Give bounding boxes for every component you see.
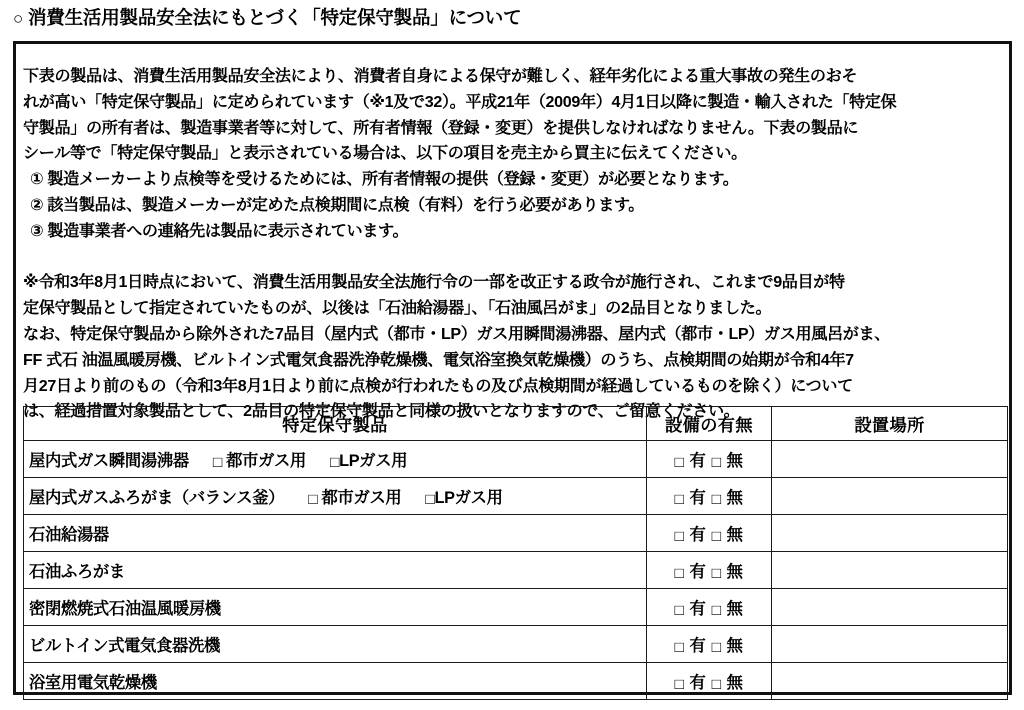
note-line-5: 月27日より前のもの（令和3年8月1日より前に点検が行われたもの及び点検期間が経過しているものを除く）について <box>23 376 853 395</box>
equipment-yes-label: 有 <box>684 526 712 544</box>
product-name-cell <box>24 589 647 626</box>
equipment-yes-label: 有 <box>684 452 712 470</box>
table-row <box>24 626 1008 663</box>
equipment-no-label: 無 <box>721 637 744 655</box>
note-line-4: FF 式石 油温風暖房機、ビルトイン式電気食器洗浄乾燥機、電気浴室換気乾燥機）のうち、点検期間の始期が令和4年7 <box>23 350 854 369</box>
gas-type-label: 都市ガス用 <box>317 489 402 507</box>
page-title-text: 消費生活用製品安全法にもとづく「特定保守製品」について <box>28 7 522 28</box>
paragraph-1-line-3: 守製品」の所有者は、製造事業者等に対して、所有者情報（登録・変更）を提供しなければなりません。下表の製品に <box>23 118 859 137</box>
table-header-row <box>24 407 1008 441</box>
equipment-yes-checkbox[interactable]: □ <box>674 528 685 545</box>
product-name-cell <box>24 441 647 478</box>
notice-body <box>23 64 1007 425</box>
table-row <box>24 441 1008 478</box>
table-row <box>24 552 1008 589</box>
installation-location-cell[interactable] <box>772 589 1008 626</box>
product-name-cell <box>24 515 647 552</box>
equipment-yes-label: 有 <box>684 489 712 507</box>
equipment-yes-label: 有 <box>684 600 712 618</box>
page-title <box>13 5 521 32</box>
equipment-no-label: 無 <box>721 489 744 507</box>
equipment-yes-label: 有 <box>684 563 712 581</box>
equipment-yes-checkbox[interactable]: □ <box>674 454 685 471</box>
product-name-cell <box>24 626 647 663</box>
table-row <box>24 515 1008 552</box>
installation-location-cell[interactable] <box>772 626 1008 663</box>
column-header-product: 特定保守製品 <box>24 407 647 441</box>
numbered-item-3: ③ 製造事業者への連絡先は製品に表示されています。 <box>30 221 409 240</box>
equipment-presence-cell <box>647 441 772 478</box>
product-name-label: 石油給湯器 <box>29 526 109 544</box>
equipment-presence-cell <box>647 663 772 700</box>
product-name-cell <box>24 663 647 700</box>
equipment-presence-cell <box>647 552 772 589</box>
numbered-item-2: ② 該当製品は、製造メーカーが定めた点検期間に点検（有料）を行う必要があります。 <box>30 195 645 214</box>
equipment-yes-label: 有 <box>684 637 712 655</box>
table-row <box>24 589 1008 626</box>
equipment-presence-cell <box>647 515 772 552</box>
gas-type-label: 都市ガス用 <box>221 452 307 470</box>
numbered-item-1: ① 製造メーカーより点検等を受けるためには、所有者情報の提供（登録・変更）が必要となります。 <box>30 170 739 189</box>
installation-location-cell[interactable] <box>772 441 1008 478</box>
equipment-yes-checkbox[interactable]: □ <box>674 639 685 656</box>
paragraph-1-line-1: 下表の製品は、消費生活用製品安全法により、消費者自身による保守が難しく、経年劣化による重大事故の発生のおそ <box>23 67 858 85</box>
equipment-no-checkbox[interactable]: □ <box>711 639 722 656</box>
specified-products-table <box>23 406 1008 700</box>
equipment-no-label: 無 <box>721 526 744 544</box>
note-line-3: なお、特定保守製品から除外された7品目（屋内式（都市・LP）ガス用瞬間湯沸器、屋内式（都市・LP）ガス用風呂がま、 <box>23 324 891 343</box>
gas-type-checkbox[interactable]: □ <box>212 454 222 471</box>
product-name-label: 屋内式ガスふろがま（バランス釜） <box>29 489 285 507</box>
table-row <box>24 478 1008 515</box>
equipment-no-checkbox[interactable]: □ <box>711 491 722 508</box>
column-header-equipment: 設備の有無 <box>647 407 772 441</box>
equipment-yes-label: 有 <box>684 674 712 692</box>
product-name-cell <box>24 552 647 589</box>
product-name-cell <box>24 478 647 515</box>
gas-type-label: LPガス用 <box>339 452 408 470</box>
column-header-location: 設置場所 <box>772 407 1008 441</box>
equipment-no-checkbox[interactable]: □ <box>711 565 722 582</box>
equipment-no-checkbox[interactable]: □ <box>711 602 722 619</box>
product-name-label: 浴室用電気乾燥機 <box>29 674 157 692</box>
equipment-presence-cell <box>647 626 772 663</box>
paragraph-1-line-4: シール等で「特定保守製品」と表示されている場合は、以下の項目を売主から買主に伝えてください。 <box>23 144 747 163</box>
equipment-yes-checkbox[interactable]: □ <box>674 602 685 619</box>
equipment-no-label: 無 <box>721 600 744 618</box>
table-body <box>24 441 1008 700</box>
bullet-circle-icon: ○ <box>13 9 24 28</box>
gas-type-label: LPガス用 <box>434 489 503 507</box>
note-line-6: は、経過措置対象製品として、2品目の特定保守製品と同様の扱いとなりますので、ご留意ください。 <box>23 402 740 421</box>
installation-location-cell[interactable] <box>772 552 1008 589</box>
gas-type-checkbox[interactable]: □ <box>330 454 340 471</box>
table-row <box>24 663 1008 700</box>
equipment-no-label: 無 <box>721 452 744 470</box>
installation-location-cell[interactable] <box>772 663 1008 700</box>
equipment-no-checkbox[interactable]: □ <box>711 454 722 471</box>
note-line-2: 定保守製品として指定されていたものが、以後は「石油給湯器」、「石油風呂がま」の2品目となりました。 <box>23 299 772 318</box>
product-name-label: 屋内式ガス瞬間湯沸器 <box>29 452 189 470</box>
installation-location-cell[interactable] <box>772 478 1008 515</box>
table-header <box>24 407 1008 441</box>
note-line-1: ※令和3年8月1日時点において、消費生活用製品安全法施行令の一部を改正する政令が施行され、これまで9品目が特 <box>23 273 845 292</box>
gas-type-checkbox[interactable]: □ <box>308 491 318 508</box>
equipment-no-label: 無 <box>721 563 744 581</box>
equipment-presence-cell <box>647 589 772 626</box>
equipment-yes-checkbox[interactable]: □ <box>674 565 685 582</box>
equipment-presence-cell <box>647 478 772 515</box>
product-name-label: 石油ふろがま <box>29 563 125 581</box>
paragraph-1-line-2: れが高い「特定保守製品」に定められています（※1及で32）。平成21年（2009年）4月1日以降に製造・輸入された「特定保 <box>23 92 897 111</box>
equipment-no-label: 無 <box>721 674 744 692</box>
content-frame <box>13 41 1012 695</box>
equipment-no-checkbox[interactable]: □ <box>711 676 722 693</box>
equipment-no-checkbox[interactable]: □ <box>711 528 722 545</box>
product-name-label: ビルトイン式電気食器洗機 <box>29 637 220 655</box>
installation-location-cell[interactable] <box>772 515 1008 552</box>
gas-type-checkbox[interactable]: □ <box>425 491 435 508</box>
equipment-yes-checkbox[interactable]: □ <box>674 676 685 693</box>
product-name-label: 密閉燃焼式石油温風暖房機 <box>29 600 221 618</box>
equipment-yes-checkbox[interactable]: □ <box>674 491 685 508</box>
